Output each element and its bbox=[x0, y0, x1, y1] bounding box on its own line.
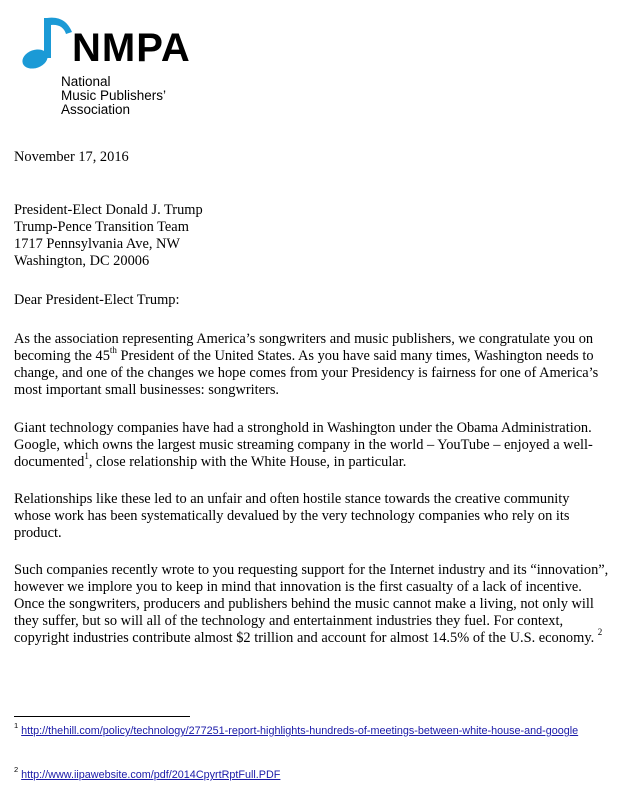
logo-line-1: National bbox=[61, 74, 111, 89]
address-line-2: Trump-Pence Transition Team bbox=[14, 219, 189, 235]
footnote-ref-1: 1 bbox=[84, 451, 89, 462]
footnote-1-number: 1 bbox=[14, 721, 19, 731]
address-line-1: President-Elect Donald J. Trump bbox=[14, 202, 203, 218]
paragraph-1-ordinal: th bbox=[109, 345, 117, 356]
recipient-address bbox=[14, 202, 609, 270]
paragraph-1-text-a: As the association representing America’s songwriters and music publishers, we congratulate you on becoming the 45 bbox=[14, 331, 594, 364]
letter-date: November 17, 2016 bbox=[14, 149, 129, 165]
footnote-divider bbox=[14, 716, 190, 717]
footnote-2 bbox=[14, 765, 604, 783]
paragraph-2-text-a: Giant technology companies have had a stronghold in Washington under the Obama Administration. Google, which owns the largest music streaming company in the world – YouTube – enjoyed a well-documented bbox=[14, 420, 593, 470]
logo-acronym: NMPA bbox=[72, 26, 191, 70]
paragraph-4 bbox=[14, 562, 609, 647]
paragraph-2-text-b: , close relationship with the White House, in particular. bbox=[88, 454, 407, 470]
footnote-ref-2: 2 bbox=[597, 627, 603, 638]
address-line-4: Washington, DC 20006 bbox=[14, 253, 150, 269]
paragraph-4-text: Such companies recently wrote to you requesting support for the Internet industry and its “innovation”, however we implore you to keep in mind that innovation is the first casualty of a lack of incentive. Once the songwriters, producers and publishers behind the music cannot make a living, not only will they suffer, but so will all of the technology and entertainment industries they fuel. For context, copyright industries contribute almost $2 trillion and account for almost 14.5% of the U.S. economy. bbox=[14, 562, 609, 646]
footnote-1 bbox=[14, 721, 604, 739]
logo-full-name bbox=[61, 75, 166, 117]
paragraph-1 bbox=[14, 331, 609, 399]
paragraph-3: Relationships like these led to an unfair and often hostile stance towards the creative community whose work has been systematically devalued by the very technology companies who rely on its product. bbox=[14, 491, 570, 541]
logo-line-2: Music Publishers’ bbox=[61, 88, 167, 103]
footnote-2-link[interactable]: http://www.iipawebsite.com/pdf/2014CpyrtRptFull.PDF bbox=[21, 769, 281, 781]
paragraph-1-text-b: President of the United States. As you have said many times, Washington needs to change, and one of the changes we hope comes from your Presidency is fairness for one of America’s most important small businesses: songwriters. bbox=[14, 348, 599, 398]
logo-line-3: Association bbox=[61, 102, 131, 117]
salutation: Dear President-Elect Trump: bbox=[14, 292, 180, 308]
footnote-2-number: 2 bbox=[14, 765, 19, 775]
footnote-1-link[interactable]: http://thehill.com/policy/technology/277251-report-highlights-hundreds-of-meetings-between-white-house-and-google bbox=[21, 725, 579, 737]
paragraph-2 bbox=[14, 420, 609, 471]
address-line-3: 1717 Pennsylvania Ave, NW bbox=[14, 236, 180, 252]
nmpa-logo bbox=[18, 12, 208, 124]
